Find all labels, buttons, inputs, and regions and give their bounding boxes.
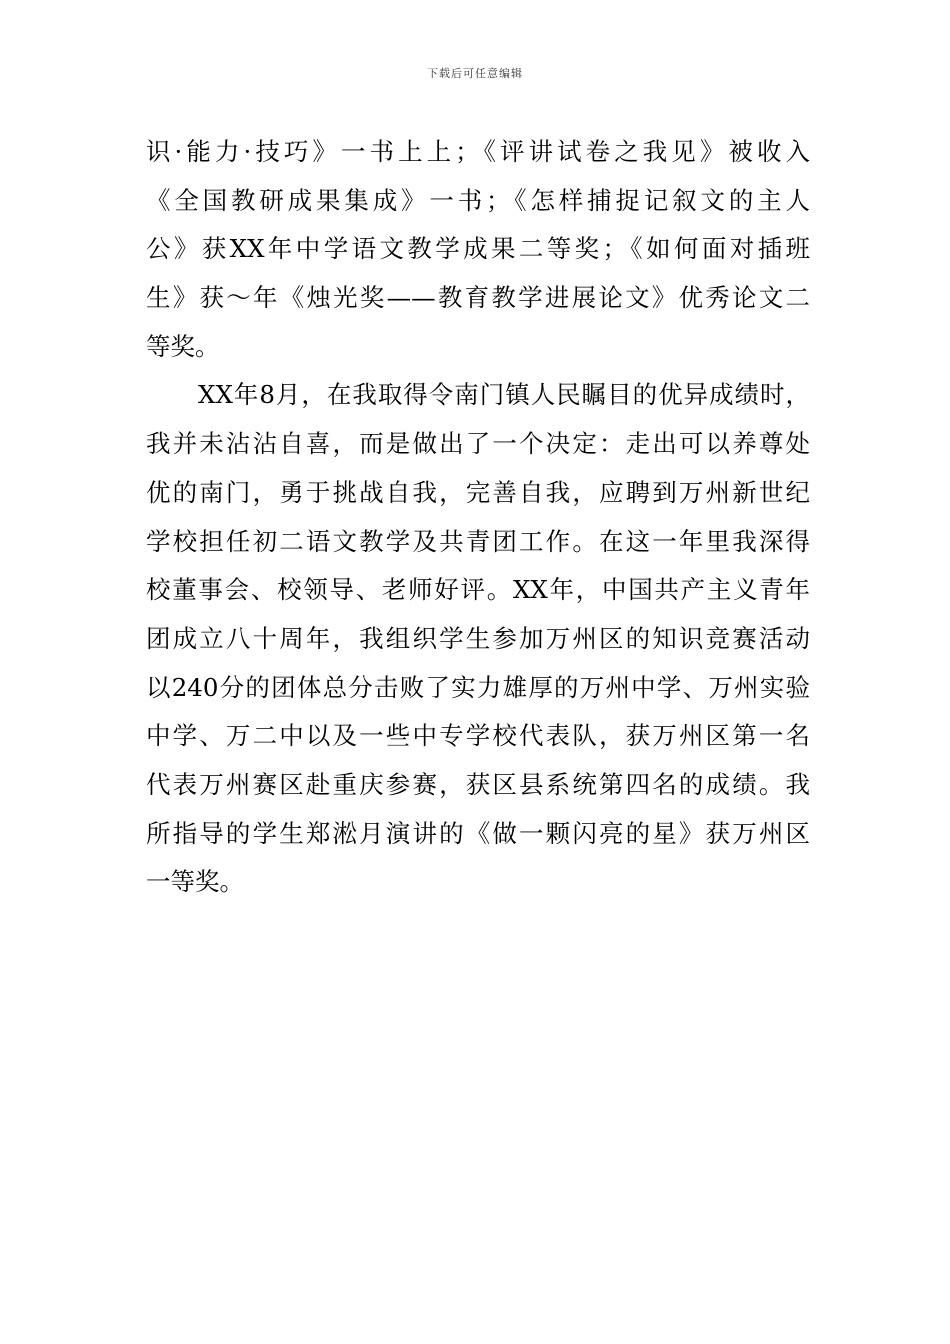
body-line-4: 生》获～年《烛光奖——教育教学进展论文》优秀论文二 (146, 283, 810, 313)
body-line-1: 识·能力·技巧》一书上上；《评讲试卷之我见》被收入 (146, 137, 810, 166)
page-header-note: 下载后可任意编辑 (427, 67, 523, 80)
body-line-10: 校董事会、校领导、老师好评。XX年，中国共产主义青年 (146, 575, 810, 605)
body-line-8: 优的南门，勇于挑战自我，完善自我，应聘到万州新世纪 (146, 477, 810, 507)
body-line-14: 代表万州赛区赴重庆参赛，获区县系统第四名的成绩。我 (146, 769, 810, 799)
body-line-16: 一等奖。 (146, 867, 244, 897)
body-line-9: 学校担任初二语文教学及共青团工作。在这一年里我深得 (146, 526, 810, 556)
body-line-6: XX年8月，在我取得令南门镇人民瞩目的优异成绩时， (198, 380, 810, 410)
body-line-7: 我并未沾沾自喜，而是做出了一个决定：走出可以养尊处 (146, 429, 810, 459)
body-line-2: 《全国教研成果集成》一书；《怎样捕捉记叙文的主人 (146, 185, 810, 215)
body-line-11: 团成立八十周年，我组织学生参加万州区的知识竞赛活动 (146, 623, 810, 653)
body-line-15: 所指导的学生郑淞月演讲的《做一颗闪亮的星》获万州区 (146, 818, 810, 848)
document-body (146, 128, 810, 907)
body-line-13: 中学、万二中以及一些中专学校代表队，获万州区第一名 (146, 721, 810, 751)
body-line-12: 以240分的团体总分击败了实力雄厚的万州中学、万州实验 (146, 672, 810, 702)
body-line-5: 等奖。 (146, 331, 220, 361)
body-line-3: 公》获XX年中学语文教学成果二等奖；《如何面对插班 (146, 234, 810, 264)
